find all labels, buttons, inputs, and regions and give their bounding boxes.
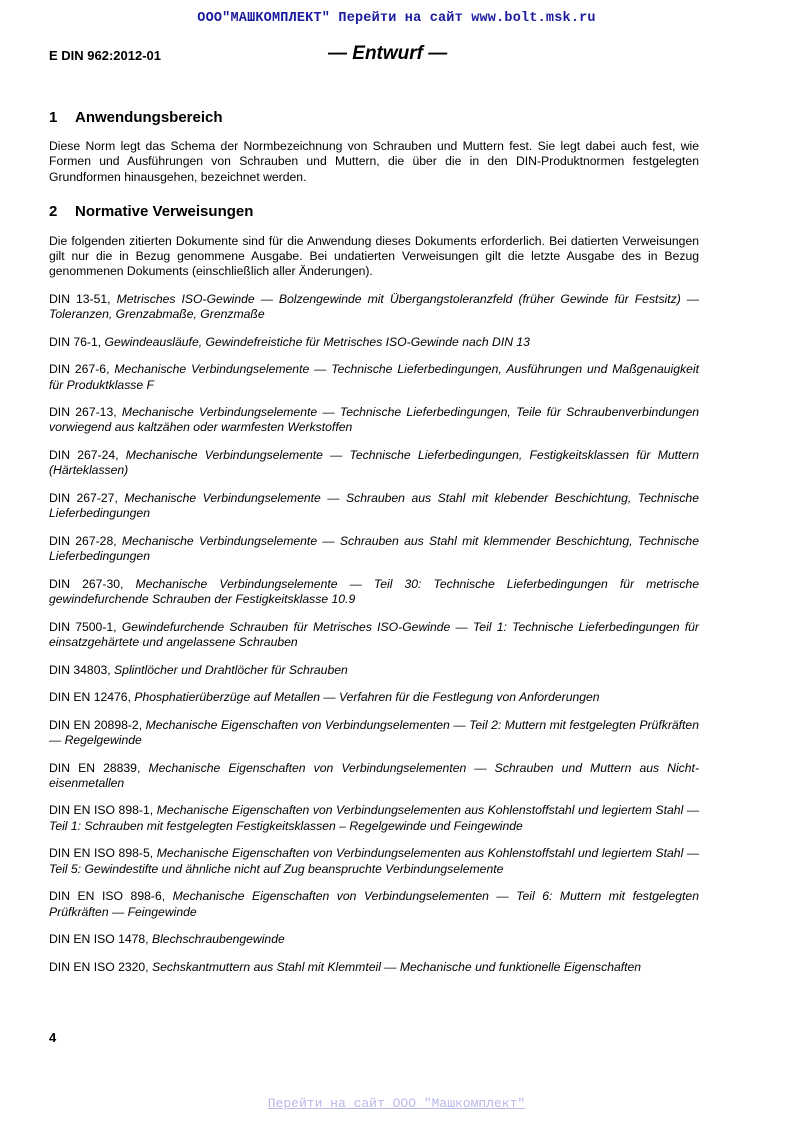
reference-item [49,960,699,975]
reference-title: Mechanische Verbindungselemente — Technische Lieferbedingungen, Festigkeitsklassen für Muttern (Härteklassen) [49,448,700,478]
reference-code: DIN EN 20898-2, [49,717,143,732]
section-2-number: 2 [49,202,58,220]
reference-title: Mechanische Verbindungselemente — Schrauben aus Stahl mit klebender Beschichtung, Technische Lieferbedingungen [49,490,699,521]
reference-code: DIN 34803, [49,662,111,677]
document-code: E DIN 962:2012-01 [49,48,162,63]
reference-title: Mechanische Eigenschaften von Verbindungselementen — Teil 6: Muttern mit festgelegten Prüfkräften — Feingewinde [49,889,699,919]
reference-title: Mechanische Verbindungselemente — Technische Lieferbedingungen, Ausführungen und Maßgenauigkeit für Produktklasse F [49,362,699,392]
section-2-title: Normative Verweisungen [75,202,254,220]
page-number: 4 [49,1030,57,1045]
section-1-title: Anwendungsbereich [75,109,223,126]
reference-code: DIN 267-13, [49,405,117,420]
reference-item [49,534,699,565]
site-banner-link[interactable]: ООО"МАШКОМПЛЕКТ" Перейти на сайт www.bolt.msk.ru [197,11,596,26]
reference-title: Phosphatierüberzüge auf Metallen — Verfahren für die Festlegung von Anforderungen [134,690,600,705]
reference-title: Mechanische Verbindungselemente — Technische Lieferbedingungen, Teile für Schraubenverbindungen vorwiegend aus kaltzähen oder warmfesten Werkstoffen [49,405,699,435]
reference-title: Metrisches ISO-Gewinde — Bolzengewinde mit Übergangstoleranzfeld (früher Gewinde für Festsitz) — Toleranzen, Grenzabmaße, Grenzmaße [49,291,699,322]
footer-site-link[interactable]: Перейти на сайт ООО "Машкомплект" [267,1096,526,1111]
reference-code: DIN EN ISO 898-6, [49,889,166,904]
reference-item [49,577,699,608]
reference-item [49,690,699,705]
reference-code: DIN EN ISO 2320, [49,959,149,974]
reference-code: DIN EN ISO 898-5, [49,846,154,861]
reference-title: Sechskantmuttern aus Stahl mit Klemmteil — Mechanische und funktionelle Eigenschaften [151,959,642,974]
reference-item [49,932,699,947]
reference-title: Gewindefurchende Schrauben für Metrisches ISO-Gewinde — Teil 1: Technische Lieferbedingungen für einsatzgehärtete und angelassene Schrauben [49,619,699,649]
reference-title: Mechanische Eigenschaften von Verbindungselementen — Teil 2: Muttern mit festgelegten Prüfkräften — Regelgewinde [49,717,699,747]
reference-item [49,491,699,522]
reference-item [49,803,699,834]
reference-item [49,718,699,749]
section-2-heading [49,202,699,222]
reference-title: Mechanische Verbindungselemente — Teil 30: Technische Lieferbedingungen für metrische gewindefurchende Schrauben der Festigkeitsklasse 10.9 [49,576,699,607]
draft-label: — Entwurf — [328,43,448,64]
reference-code: DIN 267-27, [49,490,118,505]
reference-title: Gewindeausläufe, Gewindefreistiche für Metrisches ISO-Gewinde nach DIN 13 [104,334,530,349]
reference-code: DIN 267-28, [49,533,117,548]
reference-code: DIN EN ISO 898-1, [49,803,154,818]
page-content [49,108,699,987]
reference-code: DIN 13-51, [49,291,111,306]
section-1-number: 1 [49,109,58,126]
reference-code: DIN EN 28839, [49,760,141,775]
reference-item [49,663,699,678]
reference-item [49,405,699,436]
reference-item [49,846,699,877]
reference-code: DIN 267-6, [49,362,110,377]
reference-item [49,620,699,651]
reference-title: Mechanische Eigenschaften von Verbindungselementen aus Kohlenstoffstahl und legiertem Stahl — Teil 5: Gewindestifte und ähnliche nicht auf Zug beanspruchte Verbindungselemente [49,846,700,876]
reference-list [49,292,699,975]
section-1-heading [49,108,699,128]
reference-item [49,335,699,350]
reference-title: Mechanische Eigenschaften von Verbindungselementen — Schrauben und Muttern aus Nichteisenmetallen [49,760,700,790]
reference-item [49,889,699,920]
reference-item [49,448,699,479]
reference-code: DIN 7500-1, [49,619,117,634]
reference-title: Blechschraubengewinde [151,932,285,947]
reference-item [49,362,699,393]
reference-title: Splintlöcher und Drahtlöcher für Schrauben [114,662,348,677]
reference-code: DIN 76-1, [49,334,102,349]
reference-title: Mechanische Verbindungselemente — Schrauben aus Stahl mit klemmender Beschichtung, Technische Lieferbedingungen [49,533,699,564]
reference-item [49,761,699,792]
reference-item [49,292,699,323]
reference-code: DIN 267-30, [49,576,124,591]
reference-code: DIN 267-24, [49,448,119,463]
reference-code: DIN EN 12476, [49,690,131,705]
section-2-intro: Die folgenden zitierten Dokumente sind für die Anwendung dieses Dokuments erforderlich. Bei datierten Verweisungen gilt nur die in Bezug genommene Ausgabe. Bei undatierten Verweisungen gilt die letzte Ausgabe des in Bezug genommenen Dokuments (einschließlich aller Änderungen). [49,233,699,279]
reference-title: Mechanische Eigenschaften von Verbindungselementen aus Kohlenstoffstahl und legiertem Stahl — Teil 1: Schrauben mit festgelegten Festigkeitsklassen – Regelgewinde und Feingewinde [49,803,700,833]
reference-code: DIN EN ISO 1478, [49,932,149,947]
section-1-body: Diese Norm legt das Schema der Normbezeichnung von Schrauben und Muttern fest. Sie legt dabei auch fest, wie Formen und Ausführungen von Schrauben und Muttern, die über die in den DIN-Produktnormen festgelegten Grundformen hinausgehen, bezeichnet werden. [49,139,699,184]
